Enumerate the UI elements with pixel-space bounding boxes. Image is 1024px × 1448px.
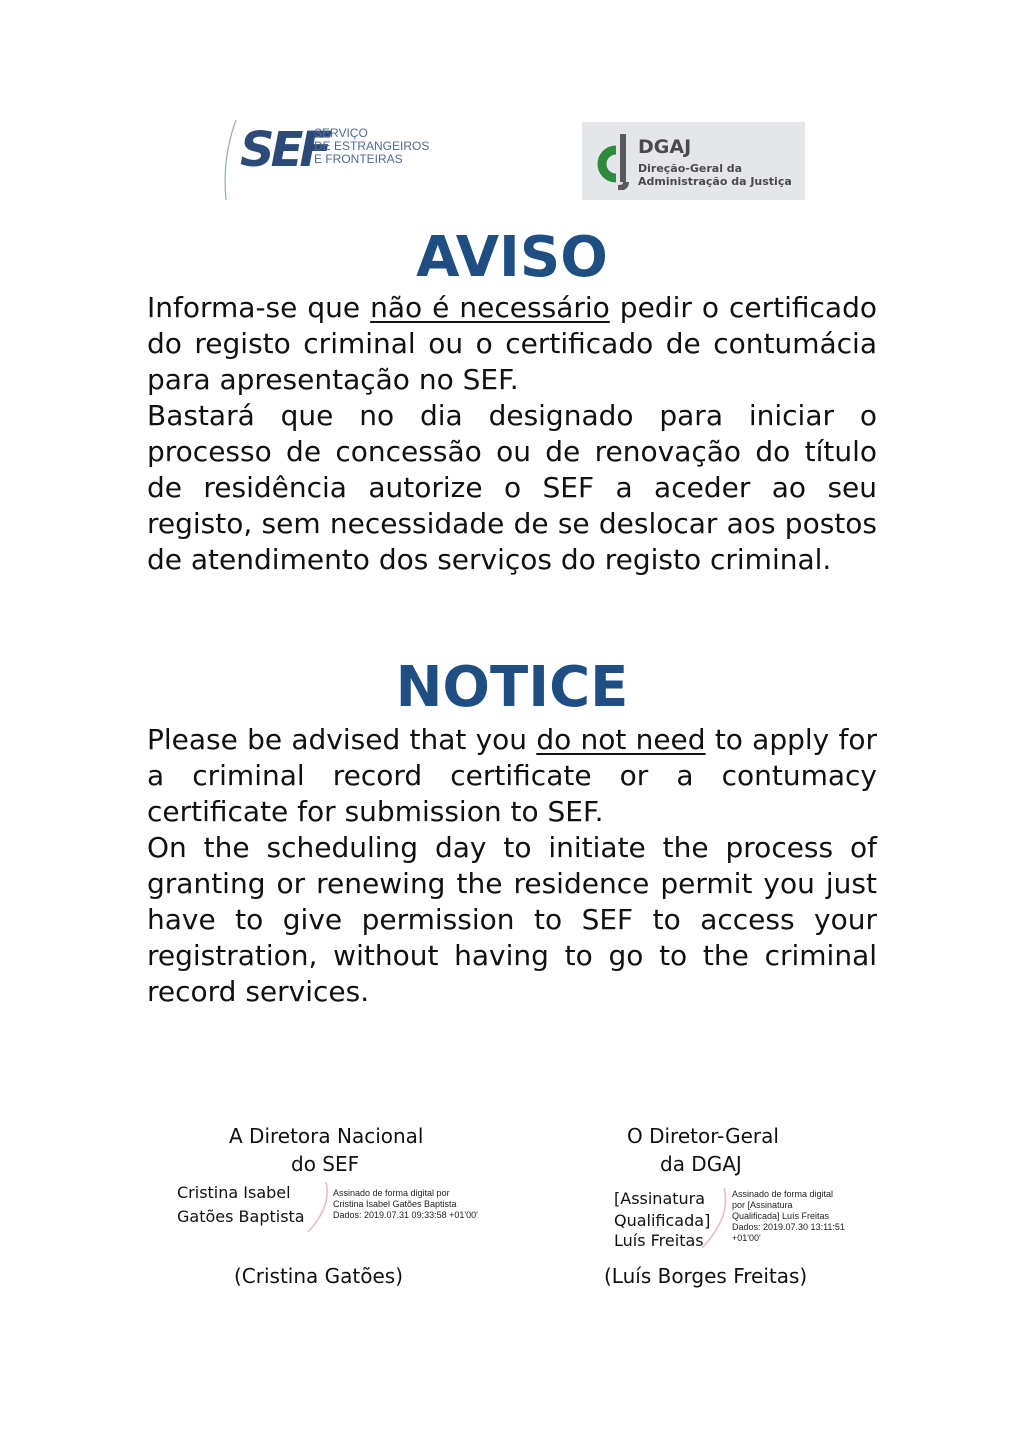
- signer-name-line-2: Qualificada]: [614, 1211, 711, 1230]
- sef-logo: [222, 118, 430, 202]
- signer-name-line-3: Luís Freitas: [614, 1231, 704, 1250]
- signature-curve: [700, 1186, 730, 1250]
- notice-heading: NOTICE: [395, 655, 629, 720]
- signer-title-line-2: do SEF: [291, 1152, 360, 1176]
- signer-name-printed: (Luís Borges Freitas): [604, 1264, 808, 1288]
- signer-name-line-1: [Assinatura: [614, 1189, 706, 1208]
- signature-curve: [306, 1180, 330, 1236]
- dgaj-logo: [582, 122, 805, 200]
- signer-name-printed: (Cristina Gatões): [234, 1264, 404, 1288]
- signer-name-line-1: Cristina Isabel: [177, 1183, 291, 1202]
- dgaj-logo-abbr: DGAJ: [638, 136, 692, 158]
- dgaj-logo-name: Direção-Geral da Administração da Justiça: [638, 162, 792, 188]
- notice-paragraph-1: Please be advised that you do not need to apply for a criminal record certificate or a contumacy certificate for submission to SEF.: [147, 723, 877, 828]
- signer-name-line-2: Gatões Baptista: [177, 1207, 305, 1226]
- signer-title-line-1: A Diretora Nacional: [229, 1124, 424, 1148]
- aviso-paragraph-1: Informa-se que não é necessário pedir o certificado do registo criminal ou o certificado de contumácia para apresentação no SEF.: [147, 291, 877, 396]
- sef-logo-mark: SEF: [240, 122, 329, 178]
- notice-paragraph-2: On the scheduling day to initiate the process of granting or renewing the residence permit you just have to give permission to SEF to access your registration, without having to go to the criminal record services.: [147, 831, 877, 1008]
- signer-title-line-1: O Diretor-Geral: [627, 1124, 779, 1148]
- aviso-paragraph-2: Bastará que no dia designado para iniciar o processo de concessão ou de renovação do título de residência autorize o SEF a aceder ao seu registo, sem necessidade de se deslocar aos postos de atendimento dos serviços do registo criminal.: [147, 399, 877, 576]
- digital-signature-details: Assinado de forma digital por [Assinatura Qualificada] Luís Freitas Dados: 2019.07.30 13:11:51 +01'00': [732, 1189, 845, 1243]
- sef-logo-words: SERVIÇO DE ESTRANGEIROS E FRONTEIRAS: [314, 126, 430, 166]
- aviso-heading: AVISO: [416, 225, 608, 290]
- signer-title-line-2: da DGAJ: [660, 1152, 742, 1176]
- digital-signature-details: Assinado de forma digital por Cristina Isabel Gatões Baptista Dados: 2019.07.31 09:33:58 +01'00': [333, 1188, 478, 1220]
- aviso-emphasis: não é necessário: [370, 291, 610, 324]
- dgaj-logo-emblem: [594, 134, 638, 190]
- notice-emphasis: do not need: [536, 723, 706, 756]
